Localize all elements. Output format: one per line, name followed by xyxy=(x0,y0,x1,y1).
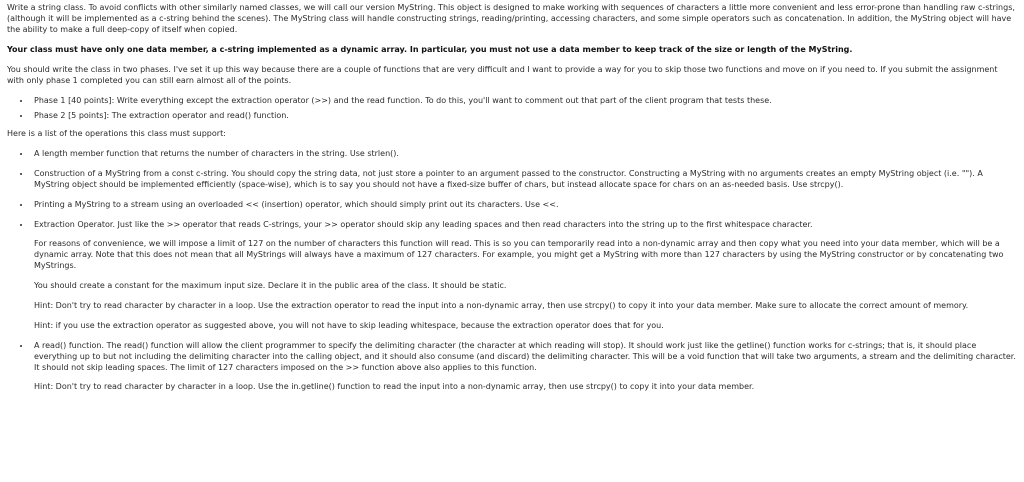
extraction-constant-note: You should create a constant for the maximum input size. Declare it in the public area of the class. It should be static. xyxy=(34,281,507,290)
read-hint: Hint: Don't try to read character by character in a loop. Use the in.getline() function to read the input into a non-dynamic array, then use strcpy() to copy it into your data member. xyxy=(34,382,755,391)
operation-construction: • Construction of a MyString from a const c-string. You should copy the string data, not just store a pointer to an argument passed to the constructor. Constructing a MyString with no arguments creates an empty MyString object (i.e. ""). A MyString object should be implemented efficiently (space-wise), which is to say you should not have a fixed-size buffer of chars, but instead allocate space for chars on an as-needed basis. Use strcpy(). xyxy=(31,168,1017,190)
extraction-details xyxy=(34,238,1017,331)
operation-length: • A length member function that returns the number of characters in the string. Use strlen(). xyxy=(31,148,1017,159)
phases-intro: You should write the class in two phases. I've set it up this way because there are a couple of functions that are very difficult and I want to provide a way for you to skip those two functions and move on if you need to. If you submit the assignment with only phase 1 completed you can still earn almost all of the points. xyxy=(7,65,998,85)
read-details xyxy=(34,381,1017,392)
phases-list xyxy=(7,95,1017,121)
extraction-whitespace-hint: Hint: if you use the extraction operator as suggested above, you will not have to skip leading whitespace, because the extraction operator does that for you. xyxy=(34,321,664,330)
operation-extraction xyxy=(31,219,1017,331)
operation-printing: • Printing a MyString to a stream using an overloaded << (insertion) operator, which should simply print out its characters. Use <<. xyxy=(31,199,1017,210)
intro-paragraph: Write a string class. To avoid conflicts with other similarly named classes, we will call our version MyString. This object is designed to make working with sequences of characters a little more convenient and less error-prone than handling raw c-strings, (although it will be implemented as a c-string behind the scenes). The MyString class will handle constructing strings, reading/printing, accessing characters, and some simple operators such as concatenation. In addition, the MyString object will have the ability to make a full deep-copy of itself when copied. xyxy=(7,3,1015,34)
extraction-hint: Hint: Don't try to read character by character in a loop. Use the extraction operator to read the input into a non-dynamic array, then use strcpy() to copy it into your data member. Make sure to allocate the correct amount of memory. xyxy=(34,301,969,310)
data-member-requirement: Your class must have only one data member, a c-string implemented as a dynamic array. In particular, you must not use a data member to keep track of the size or length of the MyString. xyxy=(7,45,853,54)
extraction-limit-note: For reasons of convenience, we will impose a limit of 127 on the number of characters this function will read. This is so you can temporarily read into a non-dynamic array and then copy what you need into your data member, which will be a dynamic array. Note that this does not mean that all MyStrings will always have a maximum of 127 characters. For example, you might get a MyString with more than 127 characters by using the MyString constructor or by concatenating two MyStrings. xyxy=(34,239,1004,270)
extraction-description: Extraction Operator. Just like the >> operator that reads C-strings, your >> operator should skip any leading spaces and then read characters into the string up to the first whitespace character. xyxy=(34,220,813,229)
phase-item: • Phase 1 [40 points]: Write everything except the extraction operator (>>) and the read function. To do this, you'll want to comment out that part of the client program that tests these. xyxy=(31,95,1017,106)
operations-intro: Here is a list of the operations this class must support: xyxy=(7,129,226,138)
operations-list xyxy=(7,148,1017,392)
phase-item: • Phase 2 [5 points]: The extraction operator and read() function. xyxy=(31,110,1017,121)
operation-read xyxy=(31,340,1017,392)
read-description: A read() function. The read() function will allow the client programmer to specify the delimiting character (the character at which reading will stop). It should work just like the getline() function works for c-strings; that is, it should place everything up to but not including the delimiting character into the calling object, and it should also consume (and discard) the delimiting character. This will be a void function that will take two arguments, a stream and the delimiting character. It should not skip leading spaces. The limit of 127 characters imposed on the >> function above also applies to this function. xyxy=(34,341,1016,372)
